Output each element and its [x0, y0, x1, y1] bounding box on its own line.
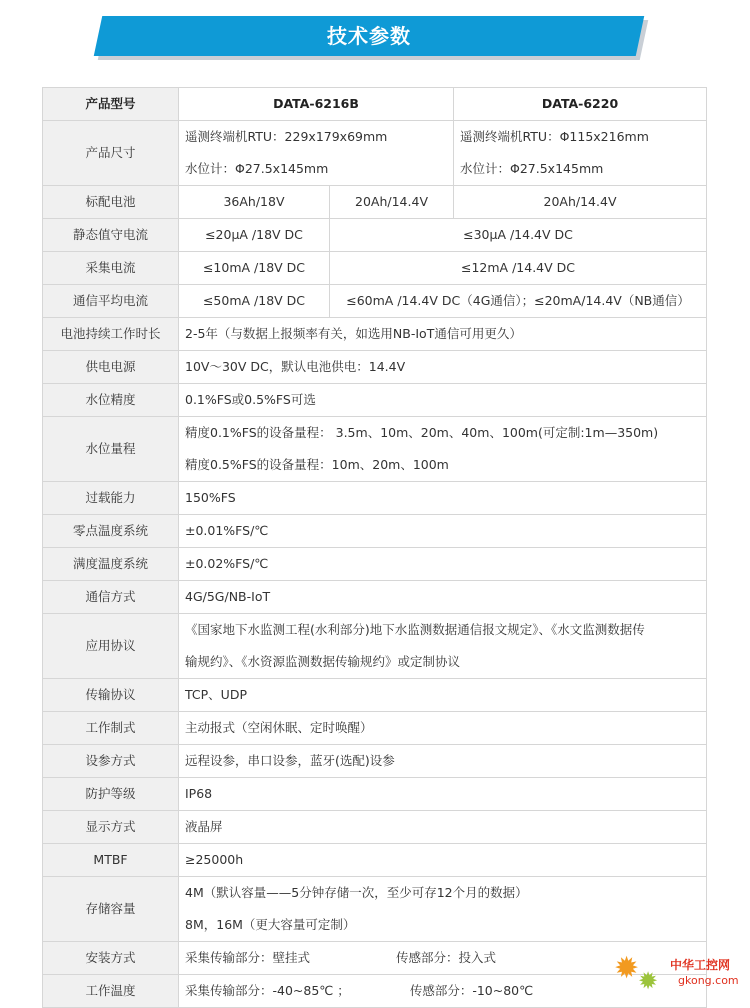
protection-value: IP68	[179, 778, 707, 811]
collect-b: ≤12mA /14.4V DC	[330, 252, 707, 285]
size-b-cell	[454, 121, 707, 186]
row-label: 标配电池	[43, 186, 179, 219]
watermark-logo	[612, 950, 748, 1006]
collect-a: ≤10mA /18V DC	[179, 252, 330, 285]
size-b-rtu: 遥测终端机RTU：Φ115x216mm	[460, 129, 649, 144]
model-a-name: DATA-6216B	[179, 88, 454, 121]
row-label: 过载能力	[43, 482, 179, 515]
table-row-header	[43, 88, 707, 121]
display-value: 液晶屏	[179, 811, 707, 844]
row-label: 产品尺寸	[43, 121, 179, 186]
watermark-text: 中华工控网	[670, 958, 731, 972]
row-label: MTBF	[43, 844, 179, 877]
row-label: 采集电流	[43, 252, 179, 285]
row-label: 存储容量	[43, 877, 179, 942]
gear-icon: ✹	[638, 967, 659, 995]
size-b-level: 水位计：Φ27.5x145mm	[460, 161, 604, 176]
row-label: 满度温度系统	[43, 548, 179, 581]
app-protocol-line-2: 输规约》、《水资源监测数据传输规约》或定制协议	[185, 654, 461, 669]
range-line-2: 精度0.5%FS的设备量程：10m、20m、100m	[185, 457, 449, 472]
standby-a: ≤20μA /18V DC	[179, 219, 330, 252]
install-part-2: 传感部分：投入式	[396, 950, 497, 965]
table-row-collect	[43, 252, 707, 285]
row-label: 静态值守电流	[43, 219, 179, 252]
table-row-mtbf	[43, 844, 707, 877]
table-row-power	[43, 351, 707, 384]
comm-current-a: ≤50mA /18V DC	[179, 285, 330, 318]
size-a-rtu: 遥测终端机RTU：229x179x69mm	[185, 129, 388, 144]
table-row-zero-temp	[43, 515, 707, 548]
row-label: 设参方式	[43, 745, 179, 778]
overload-value: 150%FS	[179, 482, 707, 515]
table-row-battery-life	[43, 318, 707, 351]
table-row-trans-protocol	[43, 679, 707, 712]
table-row-config	[43, 745, 707, 778]
row-label: 工作温度	[43, 975, 179, 1008]
row-label: 工作制式	[43, 712, 179, 745]
trans-protocol-value: TCP、UDP	[179, 679, 707, 712]
config-value: 远程设参，串口设参，蓝牙(选配)设参	[179, 745, 707, 778]
zero-temp-value: ±0.01%FS/℃	[179, 515, 707, 548]
storage-cell	[179, 877, 707, 942]
row-label: 应用协议	[43, 614, 179, 679]
range-cell	[179, 417, 707, 482]
comm-mode-value: 4G/5G/NB-IoT	[179, 581, 707, 614]
work-mode-value: 主动报式（空闲休眠、定时唤醒）	[179, 712, 707, 745]
row-label: 显示方式	[43, 811, 179, 844]
app-protocol-cell	[179, 614, 707, 679]
app-protocol-line-1: 《国家地下水监测工程(水利部分)地下水监测数据通信报文规定》、《水文监测数据传	[185, 622, 645, 637]
table-row-storage	[43, 877, 707, 942]
gear-icon: ✹	[614, 951, 640, 986]
battery-life-value: 2-5年（与数据上报频率有关，如选用NB-IoT通信可用更久）	[179, 318, 707, 351]
install-part-1: 采集传输部分：壁挂式	[185, 950, 311, 965]
size-a-cell	[179, 121, 454, 186]
table-row-standby	[43, 219, 707, 252]
row-label: 防护等级	[43, 778, 179, 811]
battery-a2: 20Ah/14.4V	[330, 186, 454, 219]
storage-line-2: 8M，16M（更大容量可定制）	[185, 917, 356, 932]
size-a-level: 水位计：Φ27.5x145mm	[185, 161, 329, 176]
standby-b: ≤30μA /14.4V DC	[330, 219, 707, 252]
row-label: 通信平均电流	[43, 285, 179, 318]
table-row-accuracy	[43, 384, 707, 417]
table-row-app-protocol	[43, 614, 707, 679]
row-label: 安装方式	[43, 942, 179, 975]
table-row-temp	[43, 975, 707, 1008]
table-row-full-temp	[43, 548, 707, 581]
row-label: 水位量程	[43, 417, 179, 482]
table-row-overload	[43, 482, 707, 515]
temp-part-2: 传感部分：-10~80℃	[409, 983, 534, 998]
mtbf-value: ≥25000h	[179, 844, 707, 877]
row-label: 传输协议	[43, 679, 179, 712]
table-row-size	[43, 121, 707, 186]
temp-part-1: 采集传输部分：-40~85℃ ；	[185, 983, 350, 998]
row-label: 电池持续工作时长	[43, 318, 179, 351]
battery-a1: 36Ah/18V	[179, 186, 330, 219]
table-row-display	[43, 811, 707, 844]
table-row-battery	[43, 186, 707, 219]
battery-b: 20Ah/14.4V	[454, 186, 707, 219]
table-row-work-mode	[43, 712, 707, 745]
spec-table	[42, 87, 707, 1008]
power-value: 10V～30V DC，默认电池供电：14.4V	[179, 351, 707, 384]
title-banner	[98, 16, 654, 62]
table-row-range	[43, 417, 707, 482]
full-temp-value: ±0.02%FS/℃	[179, 548, 707, 581]
table-row-comm-current	[43, 285, 707, 318]
range-line-1: 精度0.1%FS的设备量程： 3.5m、10m、20m、40m、100m(可定制:1m—350m)	[185, 425, 659, 440]
comm-current-b: ≤60mA /14.4V DC（4G通信）；≤20mA/14.4V（NB通信）	[330, 285, 707, 318]
table-row-install	[43, 942, 707, 975]
page-title: 技术参数	[327, 24, 411, 48]
row-label: 通信方式	[43, 581, 179, 614]
table-row-protection	[43, 778, 707, 811]
watermark-domain: gkong.com	[678, 974, 739, 987]
row-label: 供电电源	[43, 351, 179, 384]
header-label: 产品型号	[43, 88, 179, 121]
model-b-name: DATA-6220	[454, 88, 707, 121]
row-label: 水位精度	[43, 384, 179, 417]
storage-line-1: 4M（默认容量——5分钟存储一次，至少可存12个月的数据）	[185, 885, 528, 900]
row-label: 零点温度系统	[43, 515, 179, 548]
accuracy-value: 0.1%FS或0.5%FS可选	[179, 384, 707, 417]
table-row-comm-mode	[43, 581, 707, 614]
